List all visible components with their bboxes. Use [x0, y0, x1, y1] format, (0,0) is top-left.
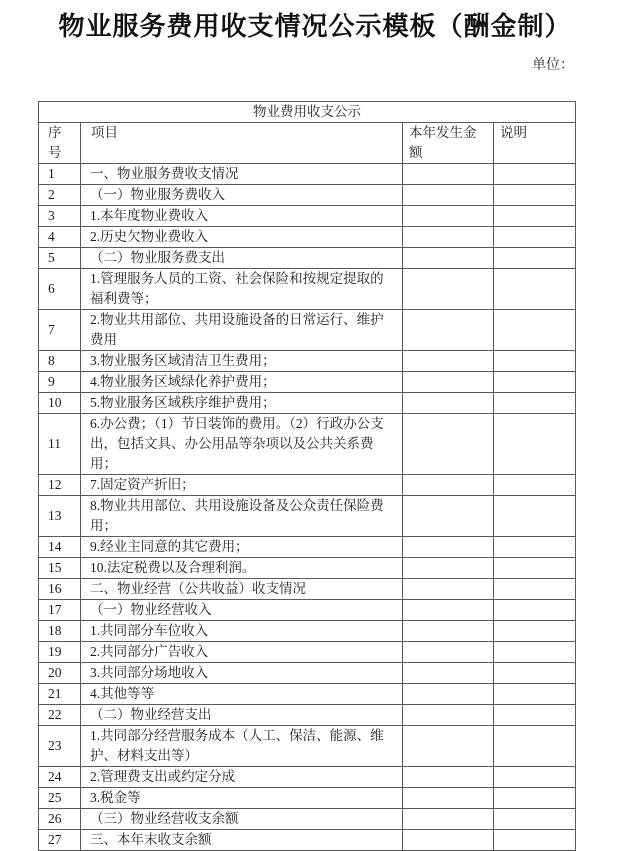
- table-row: [39, 663, 576, 684]
- note-cell: [494, 788, 576, 809]
- fee-disclosure-table: [38, 101, 576, 851]
- row-item: 3.物业服务区域清洁卫生费用；: [81, 351, 403, 372]
- amount-cell: [403, 726, 494, 767]
- table-row: [39, 788, 576, 809]
- row-number: 27: [39, 830, 81, 851]
- row-item: 9.经业主同意的其它费用；: [81, 537, 403, 558]
- row-item: 7.固定资产折旧；: [81, 475, 403, 496]
- note-cell: [494, 185, 576, 206]
- note-cell: [494, 642, 576, 663]
- note-cell: [494, 579, 576, 600]
- amount-cell: [403, 269, 494, 310]
- amount-cell: [403, 558, 494, 579]
- table-row: [39, 809, 576, 830]
- note-cell: [494, 558, 576, 579]
- table-row: [39, 537, 576, 558]
- amount-cell: [403, 164, 494, 185]
- note-cell: [494, 621, 576, 642]
- note-cell: [494, 663, 576, 684]
- row-number: 13: [39, 496, 81, 537]
- amount-cell: [403, 830, 494, 851]
- row-item: （三）物业经营收支余额: [81, 809, 403, 830]
- note-cell: [494, 726, 576, 767]
- note-cell: [494, 767, 576, 788]
- amount-cell: [403, 579, 494, 600]
- row-item: 2.物业共用部位、共用设施设备的日常运行、维护费用: [81, 310, 403, 351]
- table-row: [39, 269, 576, 310]
- row-item: 8.物业共用部位、共用设施设备及公众责任保险费用；: [81, 496, 403, 537]
- row-number: 25: [39, 788, 81, 809]
- row-item: 3.税金等: [81, 788, 403, 809]
- row-item: 6.办公费；（1）节日装饰的费用。（2）行政办公支出，包括文具、办公用品等杂项以及公共关系费用；: [81, 414, 403, 475]
- row-item: 一、物业服务费收支情况: [81, 164, 403, 185]
- column-header-item: 项目: [81, 123, 403, 164]
- note-cell: [494, 310, 576, 351]
- note-cell: [494, 496, 576, 537]
- row-item: 5.物业服务区域秩序维护费用；: [81, 393, 403, 414]
- note-cell: [494, 600, 576, 621]
- row-number: 23: [39, 726, 81, 767]
- amount-cell: [403, 351, 494, 372]
- row-number: 22: [39, 705, 81, 726]
- table-row: [39, 830, 576, 851]
- table-row: [39, 642, 576, 663]
- amount-cell: [403, 310, 494, 351]
- row-item: （一）物业经营收入: [81, 600, 403, 621]
- amount-cell: [403, 206, 494, 227]
- row-number: 18: [39, 621, 81, 642]
- row-item: 4.其他等等: [81, 684, 403, 705]
- row-item: 1.共同部分经营服务成本（人工、保洁、能源、维护、材料支出等）: [81, 726, 403, 767]
- note-cell: [494, 269, 576, 310]
- amount-cell: [403, 767, 494, 788]
- table-row: [39, 414, 576, 475]
- amount-cell: [403, 537, 494, 558]
- table-row: [39, 558, 576, 579]
- amount-cell: [403, 621, 494, 642]
- row-item: 2.管理费支出或约定分成: [81, 767, 403, 788]
- table-row: [39, 372, 576, 393]
- amount-cell: [403, 185, 494, 206]
- table-row: [39, 767, 576, 788]
- row-item: 1.本年度物业费收入: [81, 206, 403, 227]
- document-title: 物业服务费用收支情况公示模板（酬金制）: [58, 12, 572, 41]
- row-number: 26: [39, 809, 81, 830]
- row-number: 11: [39, 414, 81, 475]
- row-number: 12: [39, 475, 81, 496]
- table-row: [39, 227, 576, 248]
- table-row: [39, 684, 576, 705]
- amount-cell: [403, 475, 494, 496]
- row-number: 15: [39, 558, 81, 579]
- note-cell: [494, 414, 576, 475]
- column-header-note: 说明: [494, 123, 576, 164]
- table-caption: 物业费用收支公示: [39, 102, 576, 123]
- note-cell: [494, 537, 576, 558]
- note-cell: [494, 248, 576, 269]
- table-row: [39, 705, 576, 726]
- amount-cell: [403, 788, 494, 809]
- row-item: 1.共同部分车位收入: [81, 621, 403, 642]
- row-number: 2: [39, 185, 81, 206]
- table-row: [39, 579, 576, 600]
- table-row: [39, 351, 576, 372]
- row-item: 3.共同部分场地收入: [81, 663, 403, 684]
- note-cell: [494, 705, 576, 726]
- amount-cell: [403, 809, 494, 830]
- amount-cell: [403, 705, 494, 726]
- note-cell: [494, 830, 576, 851]
- amount-cell: [403, 414, 494, 475]
- note-cell: [494, 164, 576, 185]
- table-row: [39, 475, 576, 496]
- table-row: [39, 248, 576, 269]
- amount-cell: [403, 227, 494, 248]
- row-number: 6: [39, 269, 81, 310]
- row-number: 16: [39, 579, 81, 600]
- row-item: 10.法定税费以及合理利润。: [81, 558, 403, 579]
- row-number: 1: [39, 164, 81, 185]
- row-number: 17: [39, 600, 81, 621]
- note-cell: [494, 393, 576, 414]
- column-header-amount: 本年发生金额: [403, 123, 494, 164]
- row-number: 21: [39, 684, 81, 705]
- row-number: 10: [39, 393, 81, 414]
- note-cell: [494, 227, 576, 248]
- table-row: [39, 206, 576, 227]
- unit-label: 单位：: [532, 58, 574, 73]
- table-row: [39, 393, 576, 414]
- row-number: 20: [39, 663, 81, 684]
- row-item: 2.历史欠物业费收入: [81, 227, 403, 248]
- amount-cell: [403, 372, 494, 393]
- table-row: [39, 164, 576, 185]
- amount-cell: [403, 248, 494, 269]
- row-item: （一）物业服务费收入: [81, 185, 403, 206]
- table-row: [39, 600, 576, 621]
- row-number: 7: [39, 310, 81, 351]
- row-number: 24: [39, 767, 81, 788]
- note-cell: [494, 475, 576, 496]
- row-number: 9: [39, 372, 81, 393]
- column-header-no: 序号: [39, 123, 81, 164]
- row-number: 19: [39, 642, 81, 663]
- row-item: 三、本年末收支余额: [81, 830, 403, 851]
- amount-cell: [403, 496, 494, 537]
- amount-cell: [403, 642, 494, 663]
- row-item: 4.物业服务区域绿化养护费用；: [81, 372, 403, 393]
- row-item: 2.共同部分广告收入: [81, 642, 403, 663]
- note-cell: [494, 684, 576, 705]
- table-header-row: [39, 123, 576, 164]
- note-cell: [494, 206, 576, 227]
- row-number: 8: [39, 351, 81, 372]
- table-body: [39, 164, 576, 851]
- note-cell: [494, 372, 576, 393]
- table-row: [39, 185, 576, 206]
- row-item: 二、物业经营（公共收益）收支情况: [81, 579, 403, 600]
- amount-cell: [403, 393, 494, 414]
- table-row: [39, 726, 576, 767]
- amount-cell: [403, 663, 494, 684]
- row-item: （二）物业服务费支出: [81, 248, 403, 269]
- row-number: 3: [39, 206, 81, 227]
- row-number: 14: [39, 537, 81, 558]
- note-cell: [494, 809, 576, 830]
- table-row: [39, 310, 576, 351]
- table-row: [39, 621, 576, 642]
- row-number: 5: [39, 248, 81, 269]
- table-row: [39, 496, 576, 537]
- amount-cell: [403, 600, 494, 621]
- row-item: （二）物业经营支出: [81, 705, 403, 726]
- row-number: 4: [39, 227, 81, 248]
- row-item: 1.管理服务人员的工资、社会保险和按规定提取的福利费等；: [81, 269, 403, 310]
- amount-cell: [403, 684, 494, 705]
- table-caption-row: [39, 102, 576, 123]
- note-cell: [494, 351, 576, 372]
